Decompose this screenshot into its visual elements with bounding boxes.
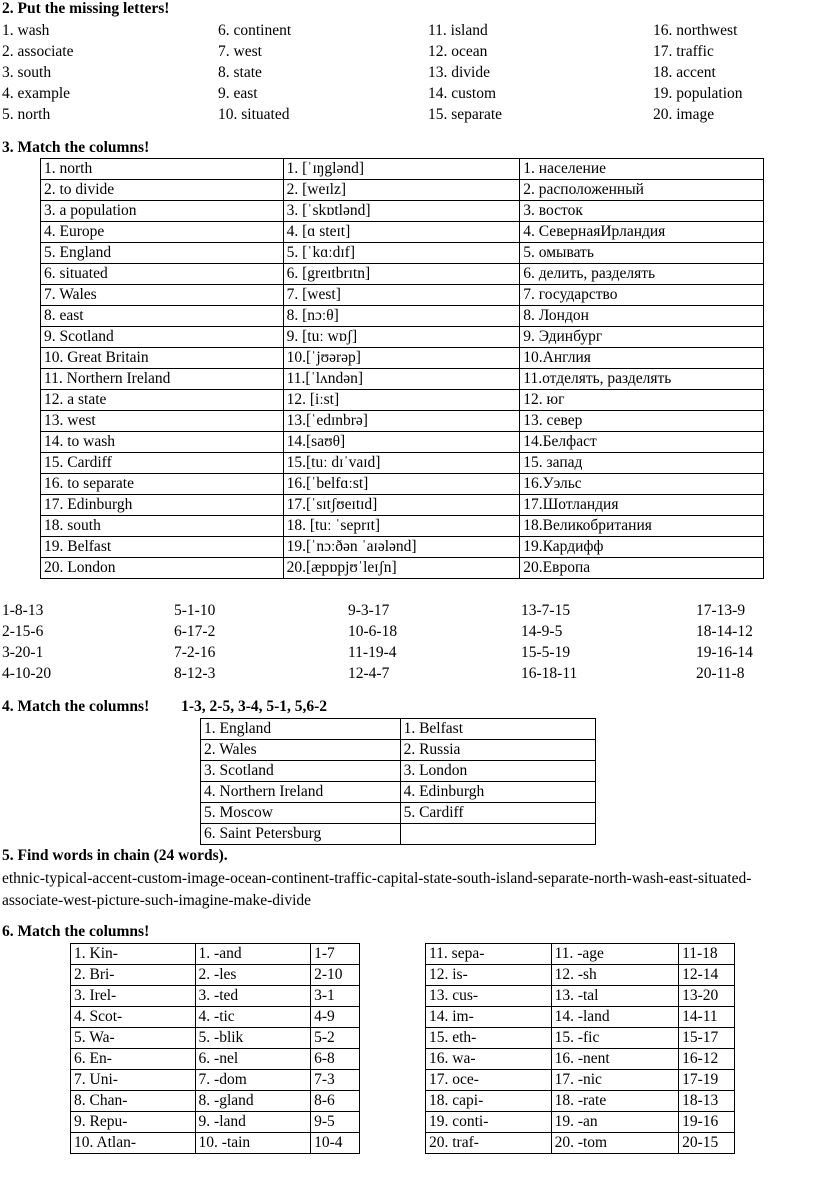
city-cell: 3. London [400,761,595,782]
table-row [41,306,764,327]
word-chain: ethnic-typical-accent-custom-image-ocean-continent-traffic-capital-state-south-island-separate-north-wash-east-situated-associate-west-picture-such-imagine-make-divide [2,870,752,909]
table-row [71,944,360,965]
english-word-cell: 18. south [41,516,284,537]
russian-word-cell: 14.Белфаст [520,432,764,453]
word-item: 11. island [428,22,488,39]
word-item: 18. accent [653,64,716,81]
russian-word-cell: 2. расположенный [520,180,764,201]
table-row [426,986,735,1007]
table-row [41,327,764,348]
table-row [71,986,360,1007]
russian-word-cell: 1. население [520,159,764,180]
table-row [41,516,764,537]
russian-word-cell: 7. государство [520,285,764,306]
english-word-cell: 2. to divide [41,180,284,201]
transcription-cell: 4. [ɑ steɪt] [283,222,520,243]
answer-code: 14-9-5 [521,623,563,640]
section-4-heading: 4. Match the columns! [2,698,150,715]
english-word-cell: 1. north [41,159,284,180]
table-row [426,944,735,965]
english-word-cell: 10. Great Britain [41,348,284,369]
answer-code: 16-18-11 [521,665,578,682]
word-end-cell: 18. -rate [551,1091,679,1112]
transcription-cell: 13.[ˈedɪnbrə] [283,411,520,432]
table-row [71,1133,360,1154]
word-item: 3. south [2,64,52,81]
word-end-cell: 4. -tic [195,1007,311,1028]
table-row [41,285,764,306]
answer-code: 13-7-15 [521,602,571,619]
english-word-cell: 3. a population [41,201,284,222]
word-item: 2. associate [2,43,74,60]
place-cell: 1. England [201,719,401,740]
answer-cell: 1-7 [311,944,360,965]
word-end-cell: 8. -gland [195,1091,311,1112]
english-word-cell: 19. Belfast [41,537,284,558]
table-row [426,1049,735,1070]
table-row [426,1007,735,1028]
table-row [71,1028,360,1049]
word-start-cell: 13. cus- [426,986,552,1007]
answer-code: 9-3-17 [348,602,390,619]
answer-code: 18-14-12 [696,623,753,640]
table-row [201,803,596,824]
word-item: 14. custom [428,85,497,102]
transcription-cell: 11.[ˈlʌndən] [283,369,520,390]
table-row [201,782,596,803]
table-row [71,965,360,986]
transcription-cell: 2. [weɪlz] [283,180,520,201]
word-end-cell: 12. -sh [551,965,679,986]
word-end-cell: 11. -age [551,944,679,965]
english-word-cell: 7. Wales [41,285,284,306]
answer-cell: 8-6 [311,1091,360,1112]
russian-word-cell: 5. омывать [520,243,764,264]
section-5-title: 5. Find words in chain (24 words). [2,847,228,864]
russian-word-cell: 18.Великобритания [520,516,764,537]
match-table-3 [40,158,764,579]
match-table-6-right [425,943,735,1154]
word-column [218,20,291,125]
table-row [41,390,764,411]
transcription-cell: 19.[ˈnɔːðən ˈaɪələnd] [283,537,520,558]
russian-word-cell: 12. юг [520,390,764,411]
place-cell: 4. Northern Ireland [201,782,401,803]
english-word-cell: 14. to wash [41,432,284,453]
code-column [2,600,51,684]
word-column [2,20,73,125]
word-end-cell: 9. -land [195,1112,311,1133]
table-row [41,201,764,222]
russian-word-cell: 13. север [520,411,764,432]
word-item: 7. west [218,43,262,60]
answer-code: 19-16-14 [696,644,753,661]
english-word-cell: 4. Europe [41,222,284,243]
word-start-cell: 18. capi- [426,1091,552,1112]
russian-word-cell: 10.Англия [520,348,764,369]
word-item: 10. situated [218,106,290,123]
table-row [426,965,735,986]
english-word-cell: 16. to separate [41,474,284,495]
english-word-cell: 5. England [41,243,284,264]
english-word-cell: 13. west [41,411,284,432]
table-row [41,159,764,180]
russian-word-cell: 19.Кардифф [520,537,764,558]
answer-cell: 11-18 [679,944,735,965]
word-end-cell: 16. -nent [551,1049,679,1070]
word-item: 6. continent [218,22,292,39]
answer-code: 10-6-18 [348,623,398,640]
russian-word-cell: 17.Шотландия [520,495,764,516]
place-cell: 6. Saint Petersburg [201,824,401,845]
word-end-cell: 6. -nel [195,1049,311,1070]
english-word-cell: 15. Cardiff [41,453,284,474]
word-end-cell: 15. -fic [551,1028,679,1049]
word-start-cell: 6. En- [71,1049,196,1070]
table-row [41,369,764,390]
transcription-cell: 1. [ˈɪŋglənd] [283,159,520,180]
table-row [41,222,764,243]
answer-cell: 13-20 [679,986,735,1007]
russian-word-cell: 3. восток [520,201,764,222]
table-row [426,1091,735,1112]
table-row [41,474,764,495]
word-end-cell: 19. -an [551,1112,679,1133]
russian-word-cell: 9. Эдинбург [520,327,764,348]
russian-word-cell: 11.отделять, разделять [520,369,764,390]
section-4-title [2,698,327,716]
english-word-cell: 20. London [41,558,284,579]
answer-code: 6-17-2 [174,623,216,640]
answer-code: 8-12-3 [174,665,216,682]
word-end-cell: 13. -tal [551,986,679,1007]
transcription-cell: 17.[ˈsɪtʃʊeɪtɪd] [283,495,520,516]
english-word-cell: 17. Edinburgh [41,495,284,516]
table-row [426,1133,735,1154]
place-cell: 2. Wales [201,740,401,761]
answer-cell: 4-9 [311,1007,360,1028]
transcription-cell: 20.[æpɒpjʊˈleɪʃn] [283,558,520,579]
answer-code: 20-11-8 [696,665,745,682]
table-row [201,740,596,761]
transcription-cell: 5. [ˈkɑːdɪf] [283,243,520,264]
word-start-cell: 17. oce- [426,1070,552,1091]
answer-cell: 3-1 [311,986,360,1007]
word-start-cell: 2. Bri- [71,965,196,986]
word-end-cell: 2. -les [195,965,311,986]
transcription-cell: 15.[tuː dɪˈvaɪd] [283,453,520,474]
table-row [41,495,764,516]
section-3-title: 3. Match the columns! [2,139,150,156]
answer-code: 5-1-10 [174,602,216,619]
answer-code: 7-2-16 [174,644,216,661]
word-end-cell: 3. -ted [195,986,311,1007]
word-start-cell: 8. Chan- [71,1091,196,1112]
table-row [71,1049,360,1070]
word-start-cell: 16. wa- [426,1049,552,1070]
word-item: 4. example [2,85,71,102]
answer-code: 11-19-4 [348,644,397,661]
table-row [71,1007,360,1028]
match-table-6-left [70,943,360,1154]
english-word-cell: 11. Northern Ireland [41,369,284,390]
word-start-cell: 5. Wa- [71,1028,196,1049]
word-item: 17. traffic [653,43,714,60]
word-item: 8. state [218,64,262,81]
word-item: 13. divide [428,64,490,81]
table-row [41,453,764,474]
transcription-cell: 14.[saʊθ] [283,432,520,453]
word-start-cell: 14. im- [426,1007,552,1028]
table-row [426,1112,735,1133]
answer-code: 17-13-9 [696,602,746,619]
word-end-cell: 14. -land [551,1007,679,1028]
word-end-cell: 1. -and [195,944,311,965]
table-row [426,1070,735,1091]
table-row [201,824,596,845]
city-cell: 5. Cardiff [400,803,595,824]
place-cell: 3. Scotland [201,761,401,782]
table-row [201,761,596,782]
answer-cell: 10-4 [311,1133,360,1154]
place-cell: 5. Moscow [201,803,401,824]
answer-code: 12-4-7 [348,665,390,682]
word-item: 12. ocean [428,43,488,60]
table-row [426,1028,735,1049]
word-item: 19. population [653,85,743,102]
table-row [71,1070,360,1091]
answer-cell: 2-10 [311,965,360,986]
table-row [41,432,764,453]
word-start-cell: 11. sepa- [426,944,552,965]
word-start-cell: 3. Irel- [71,986,196,1007]
code-column [174,600,215,684]
word-start-cell: 20. traf- [426,1133,552,1154]
table-row [41,411,764,432]
word-start-cell: 12. is- [426,965,552,986]
word-start-cell: 4. Scot- [71,1007,196,1028]
word-item: 20. image [653,106,715,123]
answer-code: 1-8-13 [2,602,44,619]
word-column [428,20,502,125]
answer-cell: 16-12 [679,1049,735,1070]
answer-cell: 18-13 [679,1091,735,1112]
transcription-cell: 10.[ˈjʊərəp] [283,348,520,369]
russian-word-cell: 15. запад [520,453,764,474]
table-row [71,1112,360,1133]
word-item: 1. wash [2,22,50,39]
word-item: 5. north [2,106,51,123]
word-end-cell: 10. -tain [195,1133,311,1154]
transcription-cell: 3. [ˈskɒtlənd] [283,201,520,222]
answer-cell: 15-17 [679,1028,735,1049]
answer-cell: 12-14 [679,965,735,986]
city-cell: 2. Russia [400,740,595,761]
transcription-cell: 12. [iːst] [283,390,520,411]
answer-code: 3-20-1 [2,644,44,661]
section-4-answer: 1-3, 2-5, 3-4, 5-1, 5,6-2 [181,698,328,715]
english-word-cell: 8. east [41,306,284,327]
table-row [41,180,764,201]
transcription-cell: 7. [west] [283,285,520,306]
transcription-cell: 18. [tuː ˈseprɪt] [283,516,520,537]
table-row [71,1091,360,1112]
code-column [521,600,577,684]
transcription-cell: 8. [nɔːθ] [283,306,520,327]
word-end-cell: 7. -dom [195,1070,311,1091]
word-column [653,20,743,125]
word-start-cell: 19. conti- [426,1112,552,1133]
table-row [41,243,764,264]
answer-cell: 19-16 [679,1112,735,1133]
russian-word-cell: 20.Европа [520,558,764,579]
code-column [696,600,753,684]
word-end-cell: 20. -tom [551,1133,679,1154]
section-2-title: 2. Put the missing letters! [2,0,170,17]
transcription-cell: 16.[ˈbelfɑːst] [283,474,520,495]
answer-code: 2-15-6 [2,623,44,640]
answer-cell: 6-8 [311,1049,360,1070]
match-table-4 [200,718,596,845]
table-row [41,558,764,579]
word-item: 15. separate [428,106,503,123]
section-6-title: 6. Match the columns! [2,923,150,940]
word-start-cell: 10. Atlan- [71,1133,196,1154]
answer-code: 15-5-19 [521,644,571,661]
answer-cell: 14-11 [679,1007,735,1028]
transcription-cell: 6. [greɪtbrɪtn] [283,264,520,285]
russian-word-cell: 16.Уэльс [520,474,764,495]
english-word-cell: 12. a state [41,390,284,411]
answer-cell: 9-5 [311,1112,360,1133]
transcription-cell: 9. [tuː wɒʃ] [283,327,520,348]
table-row [41,264,764,285]
word-item: 9. east [218,85,258,102]
answer-cell: 7-3 [311,1070,360,1091]
table-row [201,719,596,740]
answer-cell: 5-2 [311,1028,360,1049]
russian-word-cell: 4. СевернаяИрландия [520,222,764,243]
code-column [348,600,397,684]
english-word-cell: 6. situated [41,264,284,285]
city-cell: 4. Edinburgh [400,782,595,803]
english-word-cell: 9. Scotland [41,327,284,348]
answer-cell: 20-15 [679,1133,735,1154]
word-end-cell: 5. -blik [195,1028,311,1049]
russian-word-cell: 6. делить, разделять [520,264,764,285]
word-item: 16. northwest [653,22,738,39]
word-start-cell: 9. Repu- [71,1112,196,1133]
word-start-cell: 7. Uni- [71,1070,196,1091]
city-cell [400,824,595,845]
word-start-cell: 1. Kin- [71,944,196,965]
word-start-cell: 15. eth- [426,1028,552,1049]
city-cell: 1. Belfast [400,719,595,740]
table-row [41,348,764,369]
russian-word-cell: 8. Лондон [520,306,764,327]
answer-code: 4-10-20 [2,665,52,682]
word-end-cell: 17. -nic [551,1070,679,1091]
table-row [41,537,764,558]
answer-cell: 17-19 [679,1070,735,1091]
